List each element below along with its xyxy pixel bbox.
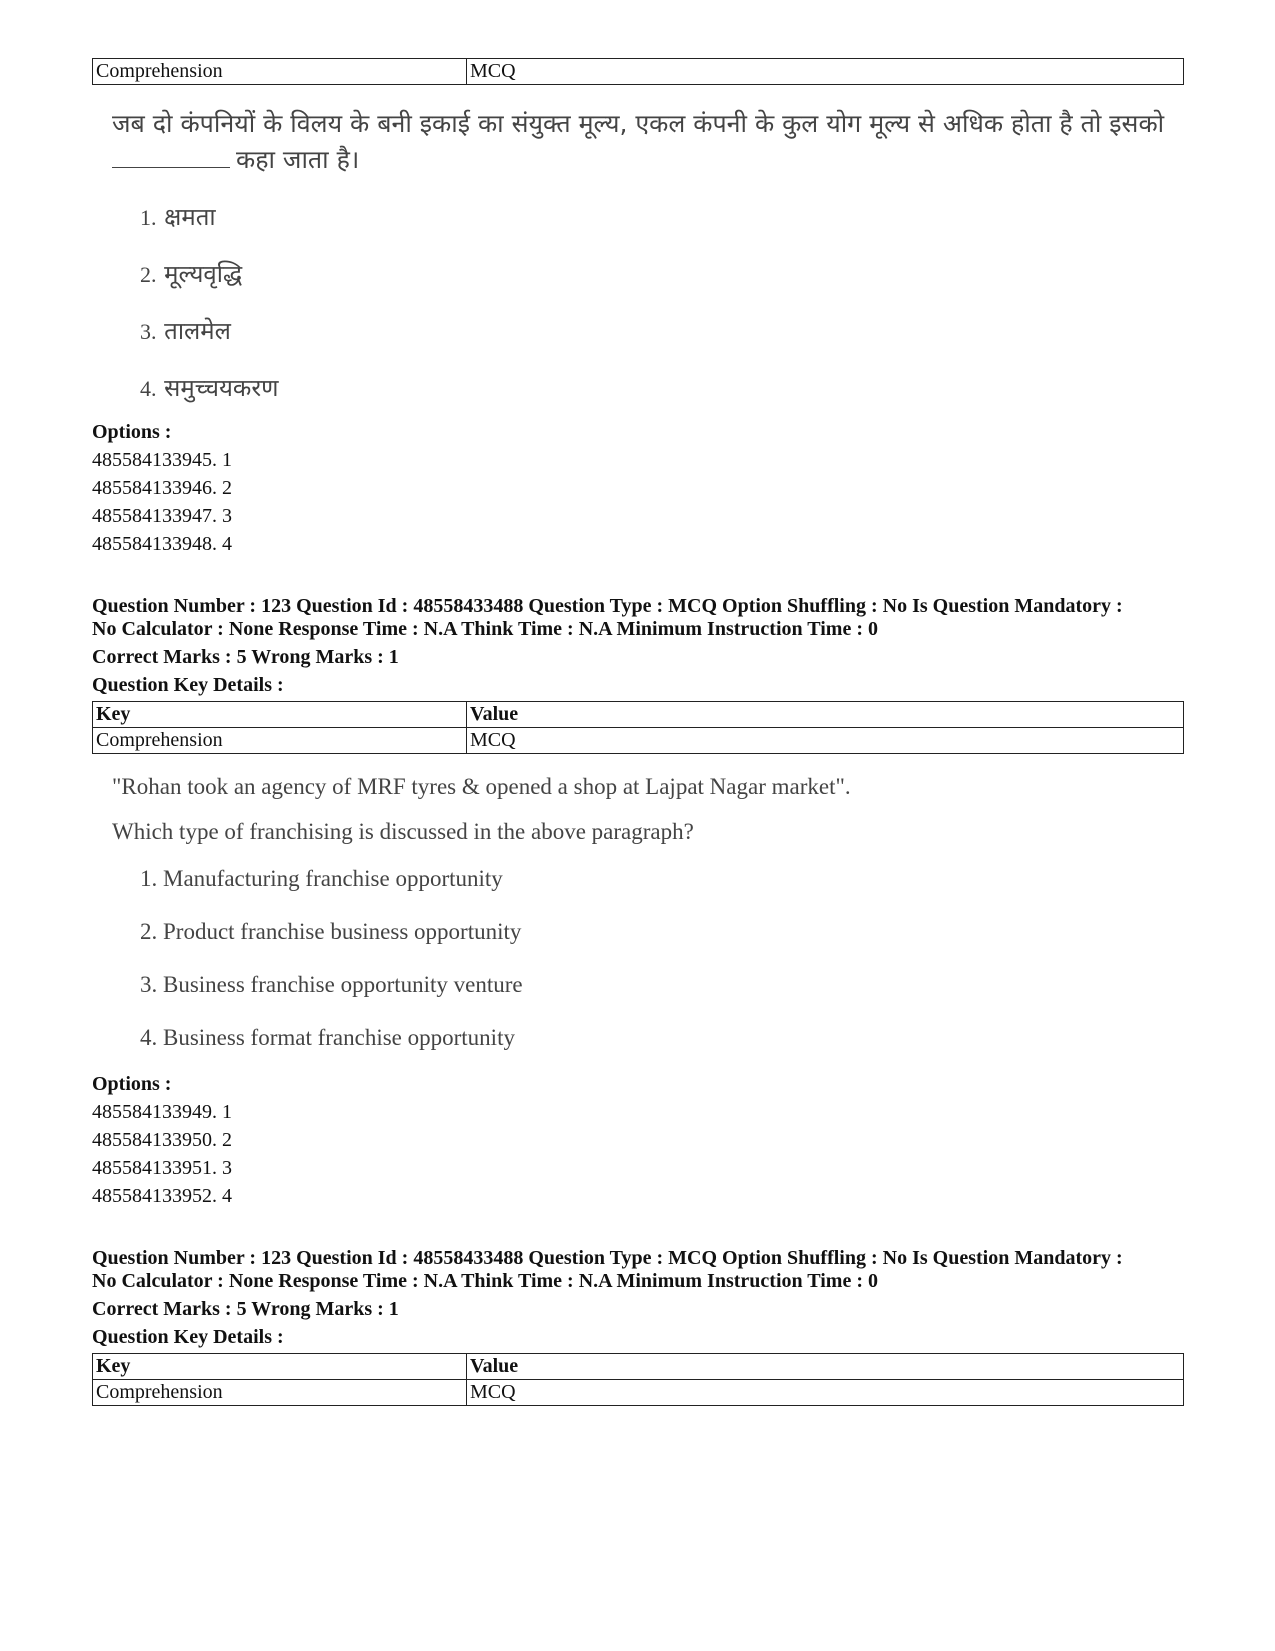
question-2-quote: "Rohan took an agency of MRF tyres & opened a shop at Lajpat Nagar market". — [112, 774, 851, 799]
question-2-choices — [140, 863, 1184, 1058]
table-header-value: Value — [467, 1354, 1184, 1380]
top-key-value-table — [92, 58, 1184, 85]
choice-number: 2. — [140, 262, 157, 287]
choice-text: क्षमता — [164, 203, 216, 231]
table-row — [93, 1380, 1184, 1406]
table-cell-key: Comprehension — [93, 728, 467, 754]
question-meta-block — [92, 1247, 1184, 1406]
key-details-label: Question Key Details : — [92, 1326, 284, 1348]
choice-text: समुच्चयकरण — [164, 374, 279, 402]
fill-in-blank — [112, 141, 230, 168]
marks-line: Correct Marks : 5 Wrong Marks : 1 — [92, 1298, 399, 1320]
question-2-text: Which type of franchising is discussed in the above paragraph? — [112, 819, 694, 844]
choice-item — [140, 368, 1184, 410]
options-label: Options : — [92, 1073, 172, 1095]
choice-number: 4. — [140, 376, 157, 401]
question-meta-line: No Calculator : None Response Time : N.A Think Time : N.A Minimum Instruction Time : 0 — [92, 618, 878, 640]
question-1-choices — [140, 197, 1184, 410]
table-cell-key: Comprehension — [93, 59, 467, 85]
option-line: 485584133950. 2 — [92, 1129, 232, 1151]
table-header-value: Value — [467, 702, 1184, 728]
option-line: 485584133952. 4 — [92, 1185, 232, 1207]
table-header-key: Key — [93, 1354, 467, 1380]
question-1-line: जब दो कंपनियों के विलय के बनी इकाई का संयुक्त मूल्य, एकल कंपनी के कुल योग मूल्य से अधिक होता है तो इसको — [112, 109, 1165, 138]
question-1-line-end: कहा जाता है। — [236, 145, 360, 174]
option-line: 485584133947. 3 — [92, 505, 232, 527]
option-line: 485584133946. 2 — [92, 477, 232, 499]
table-header-row — [93, 702, 1184, 728]
question-meta-line: No Calculator : None Response Time : N.A Think Time : N.A Minimum Instruction Time : 0 — [92, 1270, 878, 1292]
option-line: 485584133948. 4 — [92, 533, 232, 555]
table-cell-value: MCQ — [467, 1380, 1184, 1406]
table-header-row — [93, 1354, 1184, 1380]
question-meta-block — [92, 595, 1184, 754]
options-label: Options : — [92, 421, 172, 443]
table-row — [93, 728, 1184, 754]
question-1-text — [112, 107, 1184, 177]
choice-number: 3. — [140, 319, 157, 344]
choice-text: मूल्यवृद्धि — [164, 260, 243, 288]
question-meta-line: Question Number : 123 Question Id : 48558433488 Question Type : MCQ Option Shuffling : No Is Question Mandatory : — [92, 1247, 1123, 1269]
choice-item: 3. Business franchise opportunity venture — [140, 972, 523, 997]
marks-line: Correct Marks : 5 Wrong Marks : 1 — [92, 646, 399, 668]
option-line: 485584133949. 1 — [92, 1101, 232, 1123]
key-value-table — [92, 1353, 1184, 1406]
option-line: 485584133945. 1 — [92, 449, 232, 471]
table-row — [93, 59, 1184, 85]
choice-item — [140, 254, 1184, 311]
table-cell-value: MCQ — [467, 59, 1184, 85]
question-meta-line: Question Number : 123 Question Id : 48558433488 Question Type : MCQ Option Shuffling : No Is Question Mandatory : — [92, 595, 1123, 617]
option-line: 485584133951. 3 — [92, 1157, 232, 1179]
key-details-label: Question Key Details : — [92, 674, 284, 696]
choice-item: 4. Business format franchise opportunity — [140, 1025, 515, 1050]
key-value-table — [92, 701, 1184, 754]
table-cell-key: Comprehension — [93, 1380, 467, 1406]
table-header-key: Key — [93, 702, 467, 728]
choice-item: 1. Manufacturing franchise opportunity — [140, 866, 503, 891]
document-page — [92, 58, 1184, 1406]
choice-text: तालमेल — [164, 317, 231, 345]
table-cell-value: MCQ — [467, 728, 1184, 754]
choice-item — [140, 197, 1184, 254]
choice-item: 2. Product franchise business opportunity — [140, 919, 522, 944]
choice-item — [140, 311, 1184, 368]
choice-number: 1. — [140, 205, 157, 230]
